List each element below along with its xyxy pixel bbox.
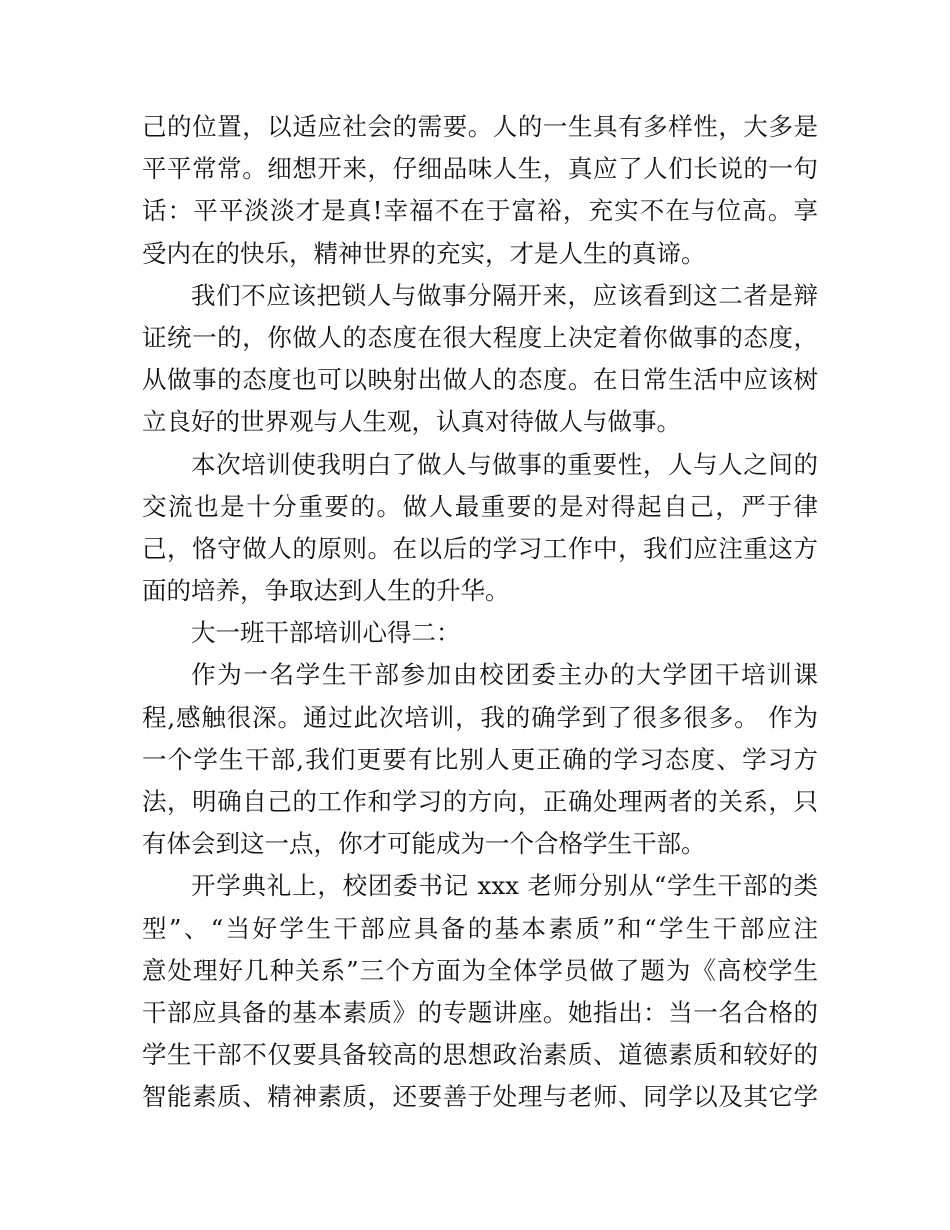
section-heading: 大一班干部培训心得二： <box>191 618 461 648</box>
text-line: 干部应具备的基本素质》的专题讲座。她指出：当一名合格的 <box>142 997 818 1027</box>
text-line: 意处理好几种关系”三个方面为全体学员做了题为《高校学生 <box>142 955 818 985</box>
text-line: 开学典礼上，校团委书记 xxx 老师分别从“学生干部的类 <box>191 871 818 901</box>
text-line: 交流也是十分重要的。做人最重要的是对得起自己，严于律 <box>142 491 818 521</box>
text-line: 话：平平淡淡才是真!幸福不在于富裕，充实不在与位高。享 <box>142 196 818 226</box>
text-line: 我们不应该把锁人与做事分隔开来，应该看到这二者是辩 <box>191 280 818 310</box>
text-line: 证统一的，你做人的态度在很大程度上决定着你做事的态度， <box>142 322 818 352</box>
text-line: 平平常常。细想开来，仔细品味人生，真应了人们长说的一句 <box>142 154 818 184</box>
text-line: 己，恪守做人的原则。在以后的学习工作中，我们应注重这方 <box>142 533 818 563</box>
text-line: 一个学生干部,我们更要有比别人更正确的学习态度、学习方 <box>142 744 818 774</box>
text-line: 本次培训使我明白了做人与做事的重要性，人与人之间的 <box>191 449 818 479</box>
text-line: 智能素质、精神素质，还要善于处理与老师、同学以及其它学 <box>142 1082 818 1112</box>
text-line: 面的培养，争取达到人生的升华。 <box>142 576 510 606</box>
text-line: 作为一名学生干部参加由校团委主办的大学团干培训课 <box>191 660 818 690</box>
text-line: 有体会到这一点，你才可能成为一个合格学生干部。 <box>142 829 706 859</box>
text-line: 己的位置，以适应社会的需要。人的一生具有多样性，大多是 <box>142 112 818 141</box>
text-line: 受内在的快乐，精神世界的充实，才是人生的真谛。 <box>142 238 706 268</box>
text-line: 立良好的世界观与人生观，认真对待做人与做事。 <box>142 407 681 437</box>
text-line: 从做事的态度也可以映射出做人的态度。在日常生活中应该树 <box>142 365 818 395</box>
text-line: 学生干部不仅要具备较高的思想政治素质、道德素质和较好的 <box>142 1040 818 1070</box>
text-line: 程,感触很深。通过此次培训，我的确学到了很多很多。 作为 <box>142 702 818 732</box>
text-line: 法，明确自己的工作和学习的方向，正确处理两者的关系，只 <box>142 787 818 816</box>
body-text <box>142 106 818 1119</box>
text-line: 型”、“当好学生干部应具备的基本素质”和“学生干部应注 <box>142 913 818 943</box>
